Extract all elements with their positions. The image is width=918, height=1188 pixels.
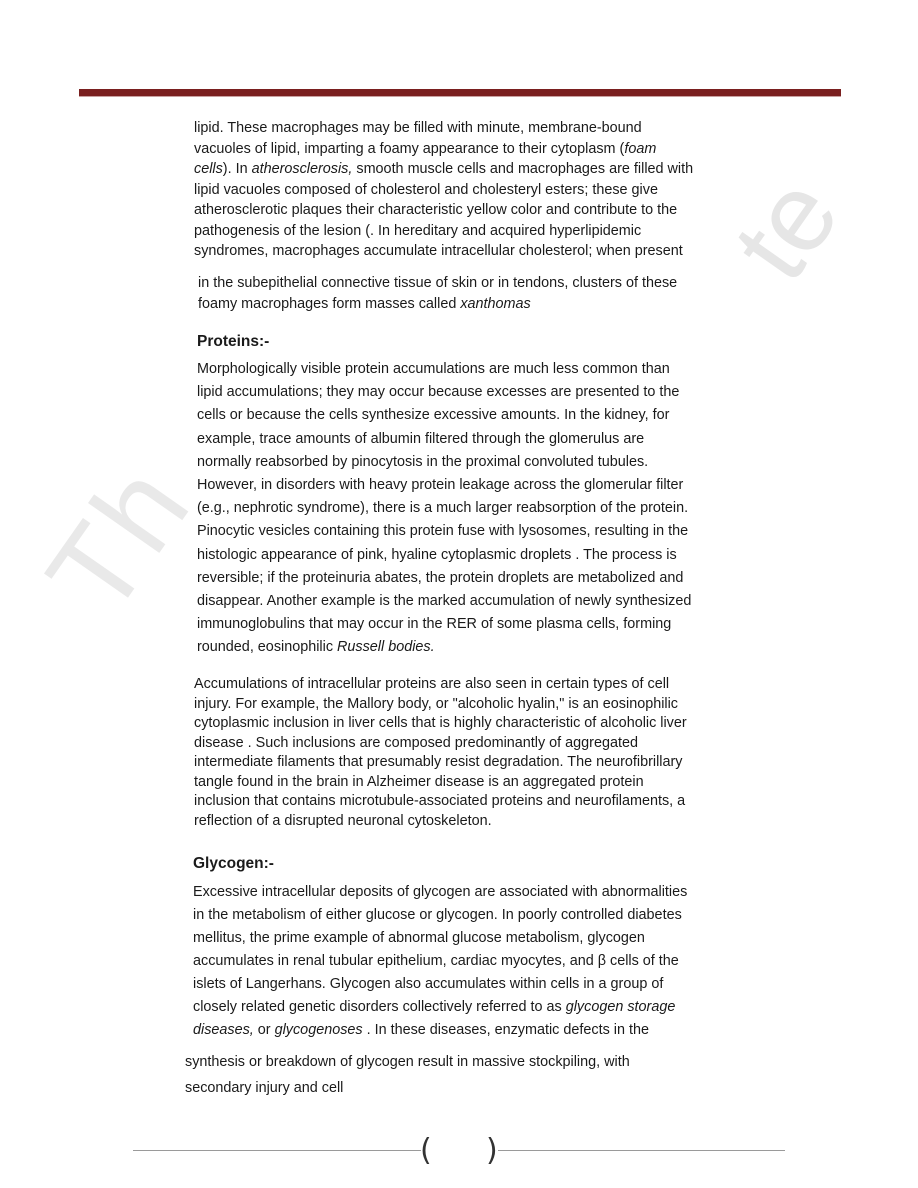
footer-rule-right (498, 1150, 785, 1151)
paragraph-glycogen: Excessive intracellular deposits of glycogen are associated with abnormalities in the metabolism of either glucose or glycogen. In poorly controlled diabetes mellitus, the prime example of abnormal glucose metabolism, glycogen accumulates in renal tubular epithelium, cardiac myocytes, and β cells of the islets of Langerhans. Glycogen also accumulates within cells in a group of closely related genetic disorders collectively referred to as glycogen storage diseases, or glycogenoses . In these diseases, enzymatic defects in the (193, 884, 688, 1038)
paragraph-lipid: lipid. These macrophages may be filled with minute, membrane-bound vacuoles of lipid, imparting a foamy appearance to their cytoplasm (foam cells). In atherosclerosis, smooth muscle cells and macrophages are filled with lipid vacuoles composed of cholesterol and cholesteryl esters; these give atherosclerotic plaques their characteristic yellow color and contribute to the pathogenesis of the lesion (. In hereditary and acquired hyperlipidemic syndromes, macrophages accumulate intracellular cholesterol; when present (194, 120, 694, 259)
heading-proteins: Proteins:- (197, 333, 270, 350)
heading-glycogen: Glycogen:- (193, 855, 274, 872)
page-number-open-bracket: ( (420, 1133, 432, 1168)
paragraph-xanthomas: in the subepithelial connective tissue of skin or in tendons, clusters of these foamy macrophages form masses called xanthomas (198, 275, 678, 312)
header-rule (79, 89, 841, 97)
paragraph-stockpiling: synthesis or breakdown of glycogen result in massive stockpiling, with secondary injury and cell (185, 1054, 630, 1096)
paragraph-mallory: Accumulations of intracellular proteins are also seen in certain types of cell injury. For example, the Mallory body, or "alcoholic hyalin," is an eosinophilic cytoplasmic inclusion in liver cells that is highly characteristic of alcoholic liver disease . Such inclusions are composed predominantly of aggregated intermediate filaments that presumably resist degradation. The neurofibrillary tangle found in the brain in Alzheimer disease is an aggregated protein inclusion that contains microtubule-associated proteins and neurofilaments, a reflection of a disrupted neuronal cytoskeleton. (194, 676, 687, 829)
paragraph-proteins: Morphologically visible protein accumulations are much less common than lipid accumulations; they may occur because excesses are presented to the cells or because the cells synthesize excessive amounts. In the kidney, for example, trace amounts of albumin filtered through the glomerulus are normally reabsorbed by pinocytosis in the proximal convoluted tubules. However, in disorders with heavy protein leakage across the glomerular filter (e.g., nephrotic syndrome), there is a much larger reabsorption of the protein. Pinocytic vesicles containing this protein fuse with lysosomes, resulting in the histologic appearance of pink, hyaline cytoplasmic droplets . The process is reversible; if the proteinuria abates, the protein droplets are metabolized and disappear. Another example is the marked accumulation of newly synthesized immunoglobulins that may occur in the RER of some plasma cells, forming rounded, eosinophilic Russell bodies. (197, 361, 692, 656)
footer-rule-left (133, 1150, 421, 1151)
watermark-right: te (709, 155, 863, 302)
watermark-left: Th (21, 439, 217, 639)
page-number-close-bracket: ) (486, 1133, 498, 1168)
